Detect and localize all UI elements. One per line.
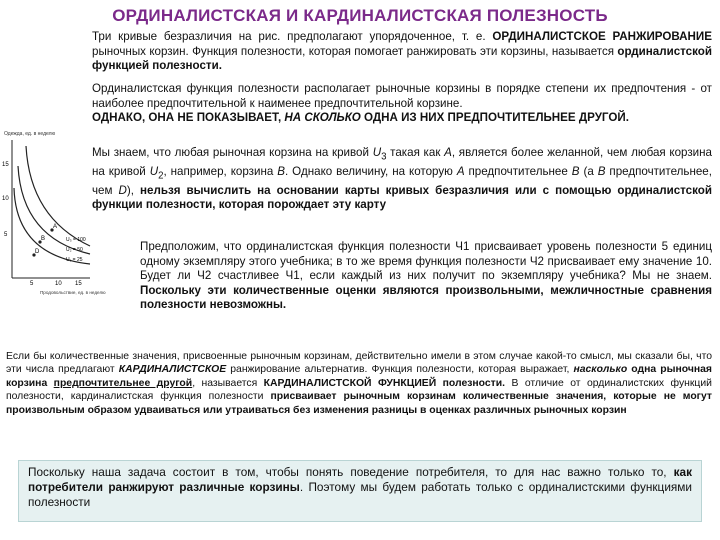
indifference-curves-graph [0, 128, 106, 303]
paragraph-ordinal-ranking: Три кривые безразличия на рис. предполагают упорядоченное, т. е. ОРДИНАЛИСТСКОЕ РАНЖИРОВАНИЕ рыночных корзин. Функция полезности, которая помогает ранжировать эти корзины, называется ординалистской функцией полезности. [92, 30, 712, 73]
graph-ylabel: Одежда, ед. в неделю [4, 131, 56, 137]
page-title: ОРДИНАЛИСТСКАЯ И КАРДИНАЛИСТСКАЯ ПОЛЕЗНОСТЬ [112, 6, 608, 25]
point-label-d: D [35, 249, 40, 255]
paragraph-cardinal: Если бы количественные значения, присвоенные рыночным корзинам, действительно имели в этом случае какой-то смысл, мы сказали бы, что эти числа предлагают КАРДИНАЛИСТСКОЕ ранжирование альтернатив. Функция полезности, которая выражает, насколько одна рыночная корзина предпочтительнее другой, называется КАРДИНАЛИСТСКОЙ ФУНКЦИЕЙ полезности. В отличие от ординалистских функций полезности, кардиналистская функция полезности присваивает рыночным корзинам количественные значения, которые не могут произвольным образом удваиваться или утраиваться без изменения разницы в оценках различных рыночных корзин [6, 351, 712, 416]
graph-xlabel: Продовольствие, ед. в неделю [40, 290, 106, 295]
point-label-a: A [53, 224, 58, 230]
graph-ytick: 15 [2, 162, 9, 168]
curve-label-u1: U₁ = 25 [66, 257, 83, 263]
graph-xtick: 5 [30, 281, 34, 287]
paragraph-we-know: Мы знаем, что любая рыночная корзина на кривой $U_3$ такая как А, является более желанной, чем любая корзина на кривой $U_2$, например, корзина В. Однако величину, на которую А предпочтительнее В (а В предпочтительнее, чем D), нельзя вычислить на основании карты кривых безразличия или с помощью ординалистской функции полезности, которая порождает эту карту [92, 146, 712, 212]
paragraph-ordinal-function: Ординалистская функция полезности располагает рыночные корзины в порядке степени их предпочтения - от наиболее предпочтительной к наименее предпочтительной корзине. [92, 82, 712, 110]
graph-ytick: 10 [2, 196, 9, 202]
paragraph-summary: Поскольку наша задача состоит в том, чтобы понять поведение потребителя, то для нас важно только то, как потребители ранжируют различные корзины. Поэтому мы будем работать только с ординалистскими функциями полезности [28, 465, 692, 510]
indifference-curve-u3 [26, 146, 90, 246]
curve-label-u2: U₂ = 50 [66, 247, 83, 253]
graph-ytick: 5 [4, 232, 8, 238]
point-label-b: B [41, 236, 46, 242]
paragraph-however: ОДНАКО, ОНА НЕ ПОКАЗЫВАЕТ, НА СКОЛЬКО ОДНА ИЗ НИХ ПРЕДПОЧТИТЕЛЬНЕЕ ДРУГОЙ. [92, 111, 629, 124]
graph-xtick: 15 [75, 281, 82, 287]
paragraph-suppose: Предположим, что ординалистская функция полезности Ч1 присваивает уровень полезности 5 единиц одному экземпляру этого учебника; в то же время функция полезности Ч2 присваивает ему значение 10. Будет ли Ч2 счастливее Ч1, если каждый из них получит по экземпляру учебника? Мы не знаем. Поскольку эти количественные оценки являются произвольными, межличностные сравнения полезности невозможны. [140, 240, 712, 312]
graph-xtick: 10 [55, 281, 62, 287]
curve-label-u3: U₃ = 100 [66, 237, 86, 243]
